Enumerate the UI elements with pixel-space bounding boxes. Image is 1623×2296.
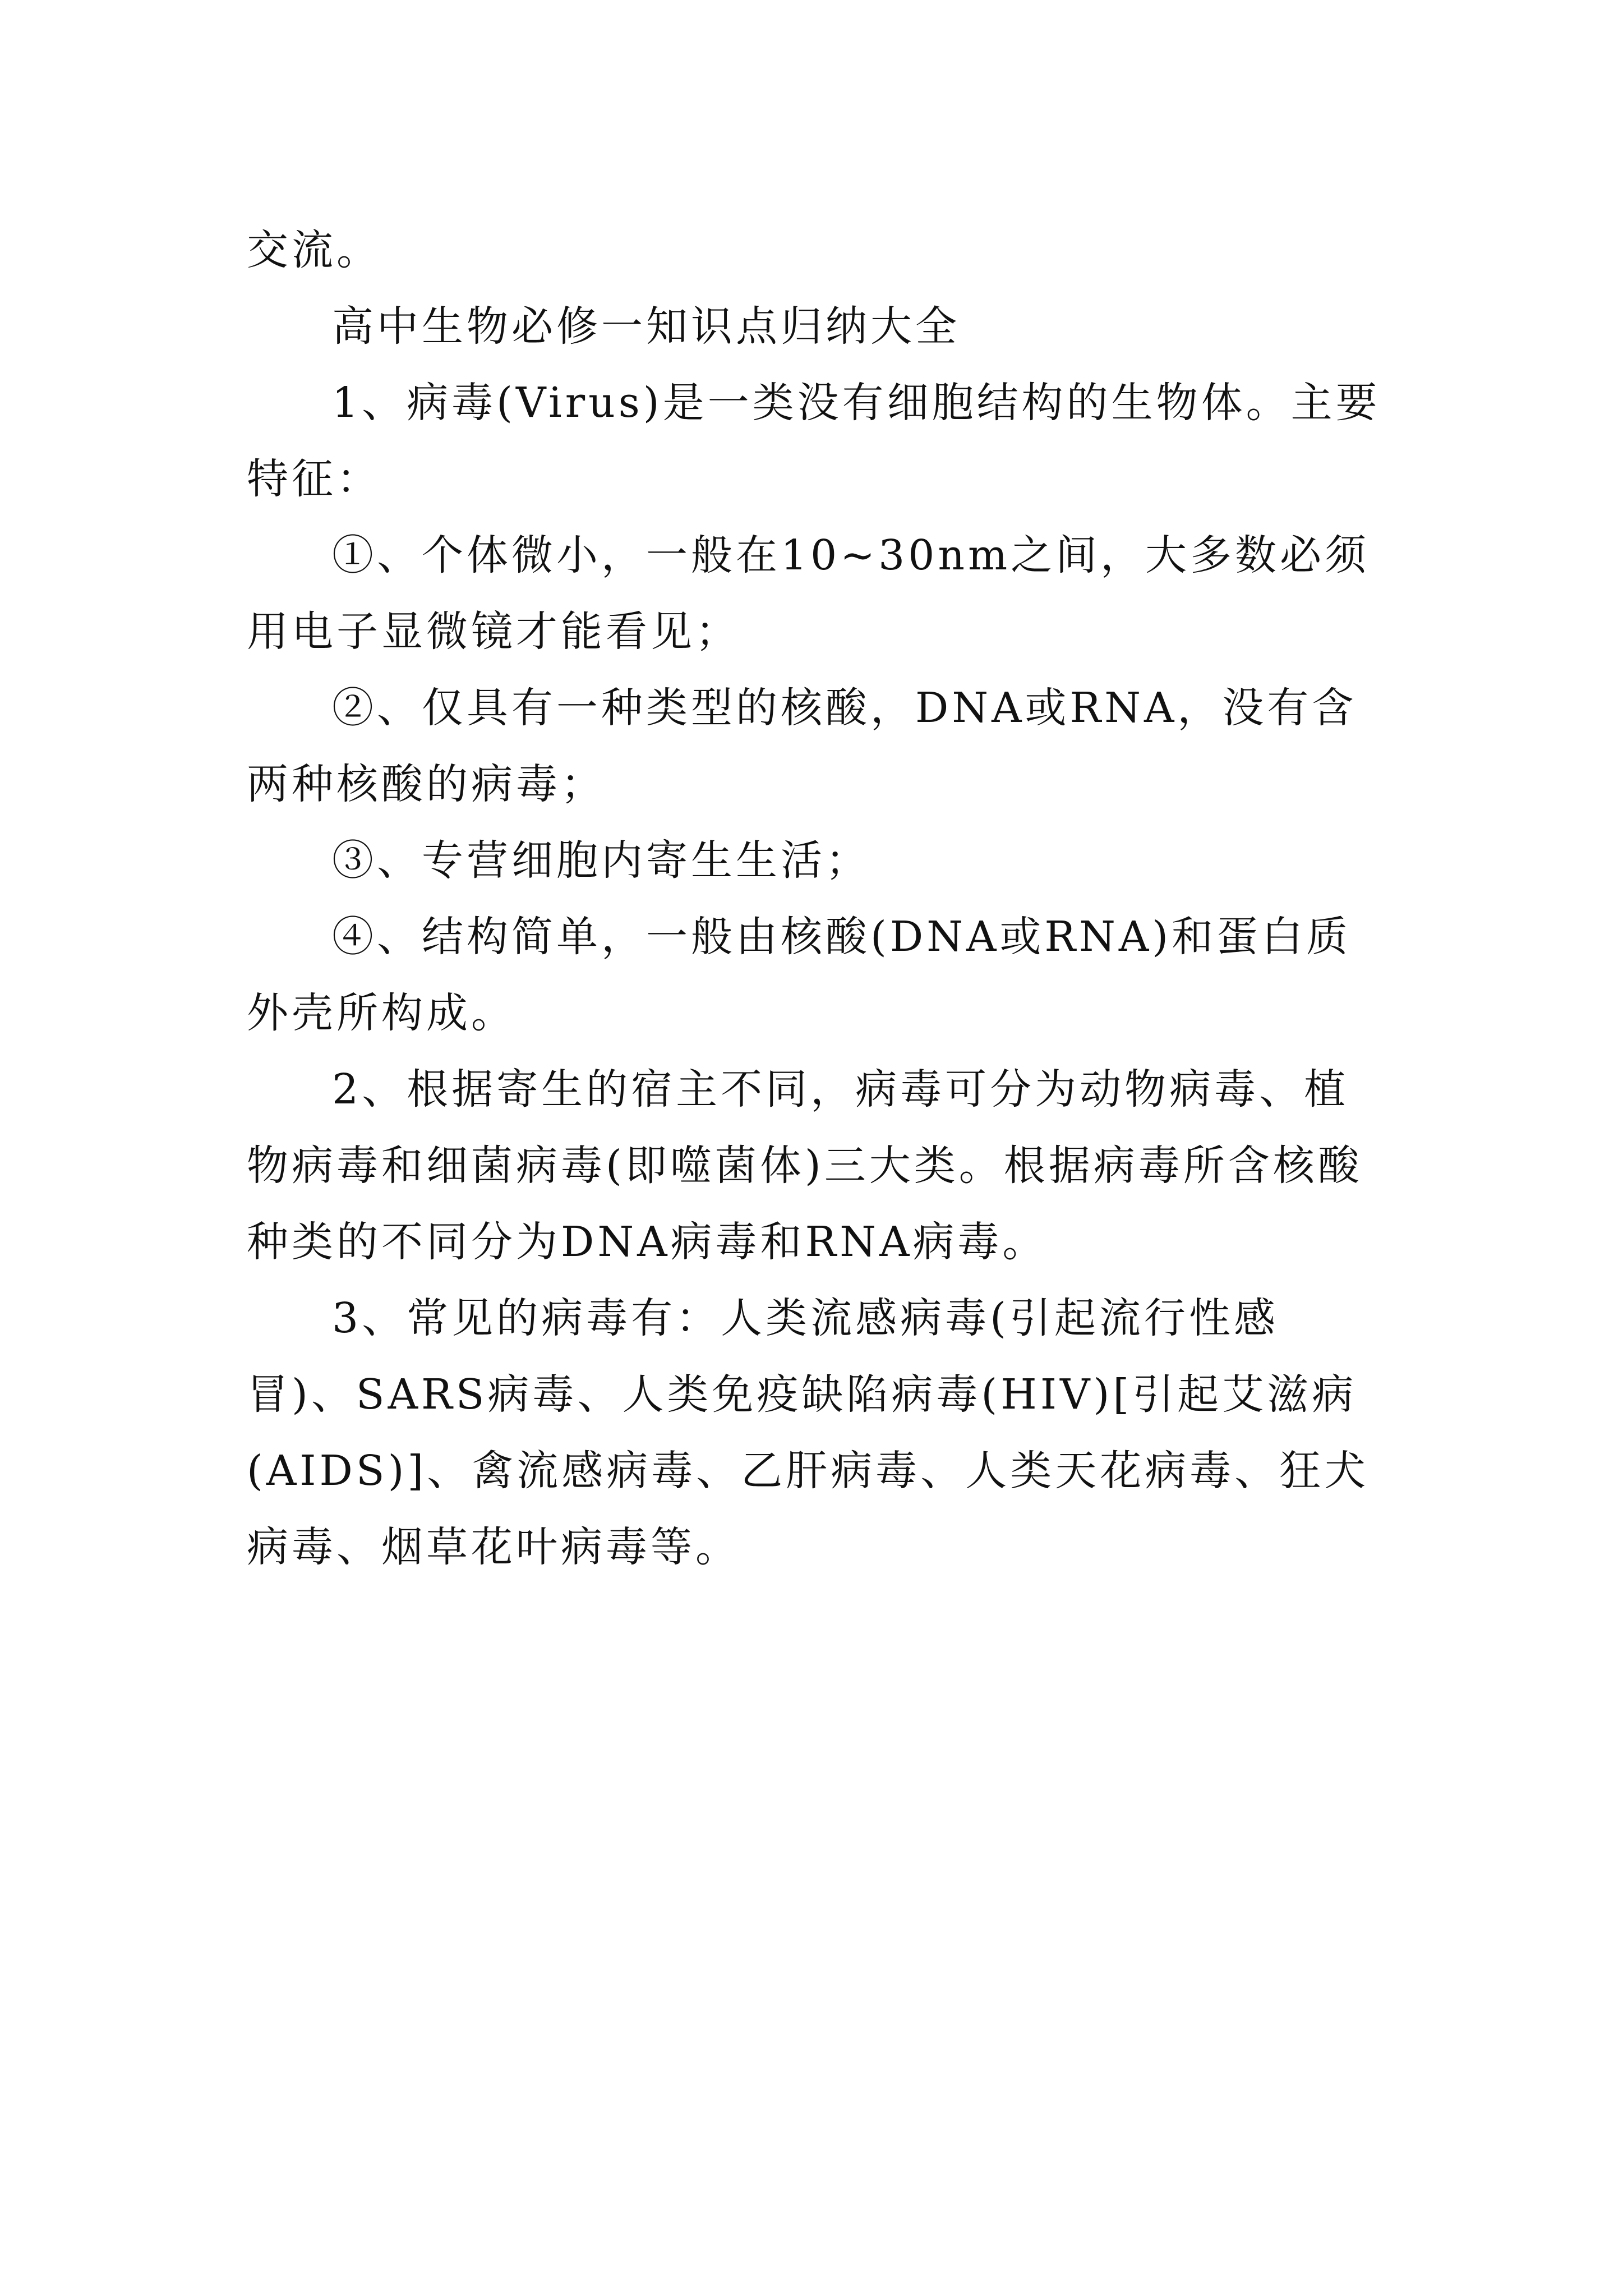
paragraph-continuation: 交流。	[247, 226, 381, 274]
paragraph-feature-1: ①、个体微小，一般在10~30nm之间，大多数必须用电子显微镜才能看见；	[247, 531, 1370, 656]
paragraph-feature-2: ②、仅具有一种类型的核酸，DNA或RNA，没有含两种核酸的病毒；	[247, 684, 1357, 808]
paragraph-virus-classification: 2、根据寄生的宿主不同，病毒可分为动物病毒、植物病毒和细菌病毒(即噬菌体)三大类。根据病毒所含核酸种类的不同分为DNA病毒和RNA病毒。	[247, 1065, 1363, 1266]
section-heading: 高中生物必修一知识点归纳大全	[332, 302, 960, 351]
paragraph-virus-definition: 1、病毒(Virus)是一类没有细胞结构的生物体。主要特征：	[247, 379, 1381, 503]
document-body	[247, 212, 1385, 1585]
paragraph-feature-3: ③、专营细胞内寄生生活；	[332, 836, 870, 885]
paragraph-feature-4: ④、结构简单，一般由核酸(DNA或RNA)和蛋白质外壳所构成。	[247, 913, 1352, 1037]
paragraph-common-viruses: 3、常见的病毒有：人类流感病毒(引起流行性感冒)、SARS病毒、人类免疫缺陷病毒(HIV)[引起艾滋病(AIDS)]、禽流感病毒、乙肝病毒、人类天花病毒、狂犬病毒、烟草花叶病毒等。	[247, 1294, 1370, 1571]
